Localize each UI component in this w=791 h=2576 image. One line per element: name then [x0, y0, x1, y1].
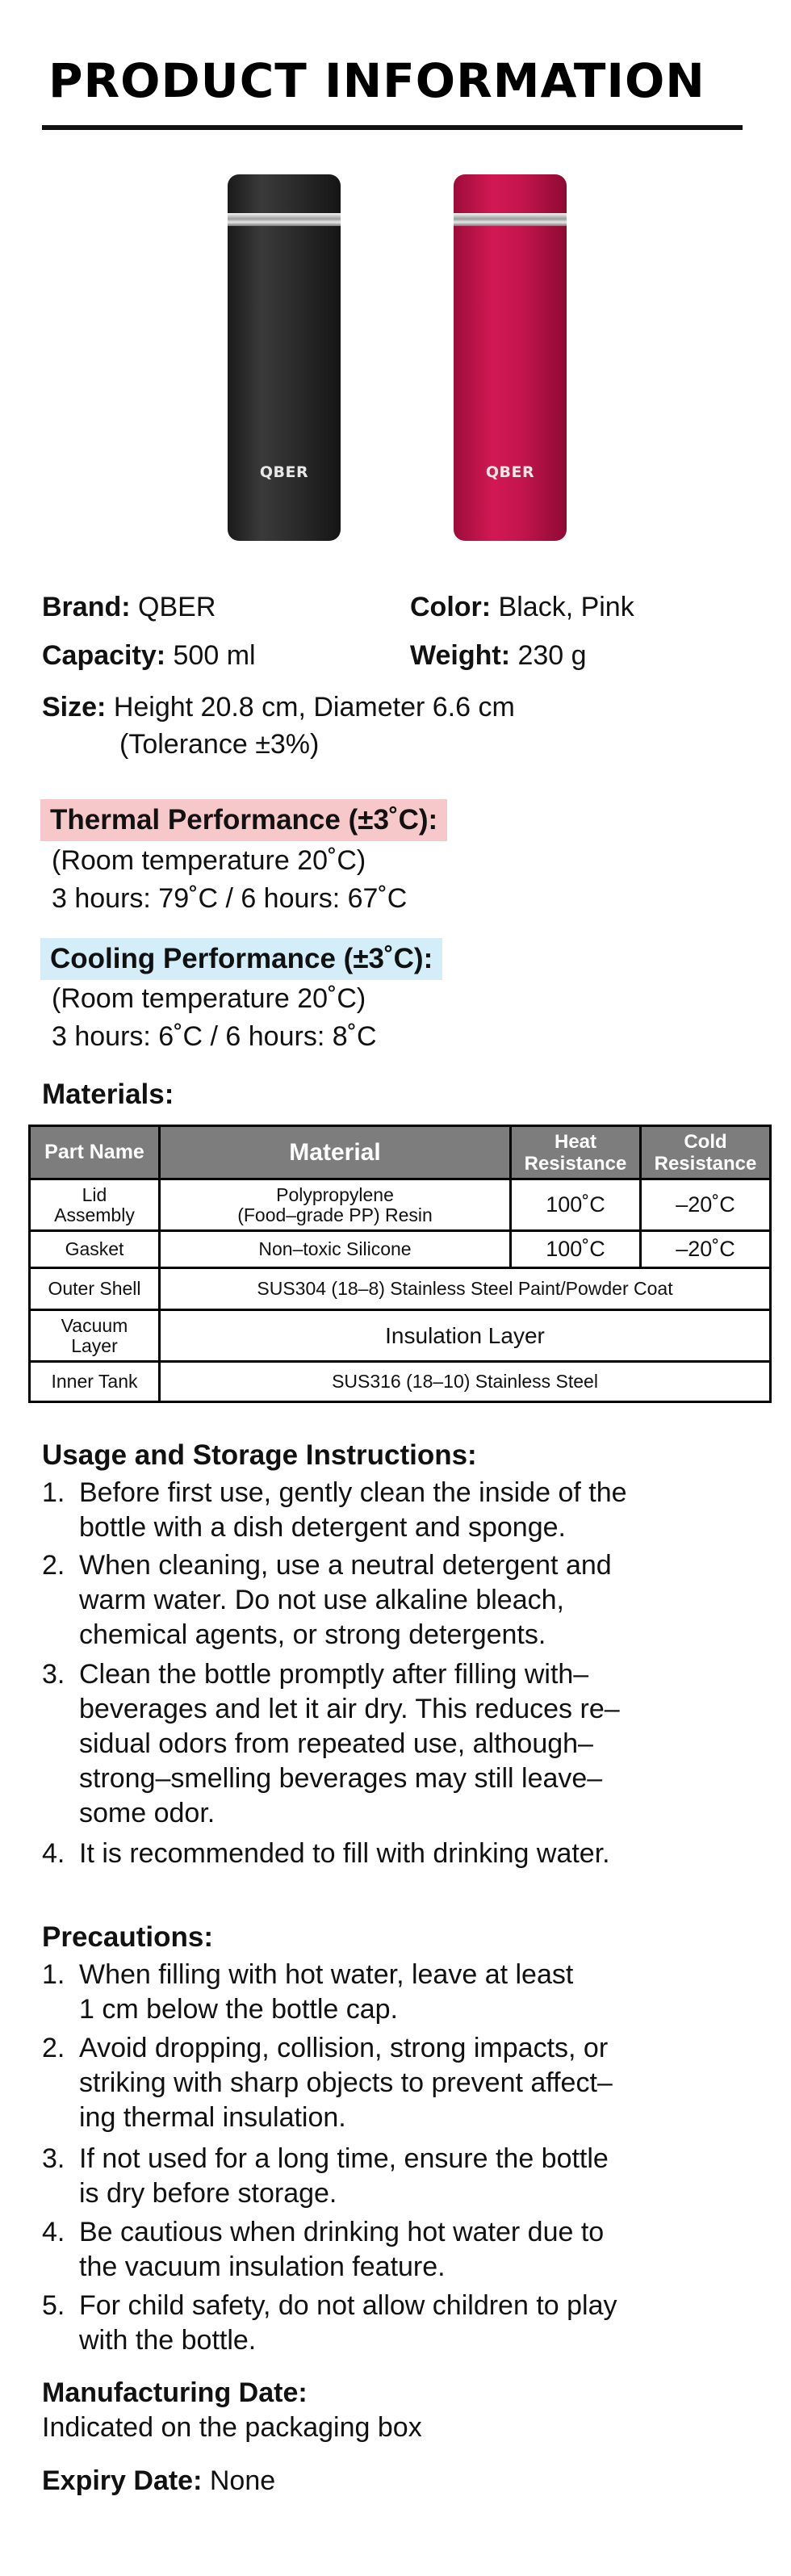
list-item-text: Clean the bottle promptly after filling with– beverages and let it air dry. This reduces re– sidual odors from repeated use, although– strong–smelling beverages may still leave– some odor.	[79, 1659, 620, 1828]
weight-value: 230 g	[517, 640, 587, 671]
capacity-label: Capacity:	[42, 640, 166, 671]
header-heat-line1: Heat	[554, 1130, 597, 1153]
list-item-text: When filling with hot water, leave at least 1 cm below the bottle cap.	[79, 1959, 574, 2025]
table-row	[30, 1179, 771, 1231]
color-value: Black, Pink	[498, 592, 634, 622]
black-bottle-image	[228, 174, 341, 541]
size-spec	[42, 692, 515, 723]
cell-part-name	[30, 1310, 160, 1362]
materials-table	[28, 1125, 772, 1403]
cell-material-line1: Polypropylene	[276, 1183, 394, 1205]
list-item-text: When cleaning, use a neutral detergent and warm water. Do not use alkaline bleach, chemical agents, or strong detergents.	[79, 1550, 612, 1650]
list-item-number: 1.	[42, 1959, 65, 1990]
list-item-number: 2.	[42, 2033, 65, 2063]
header-cold-line1: Cold	[684, 1130, 727, 1153]
table-header-row	[30, 1126, 771, 1179]
size-label: Size:	[42, 692, 107, 723]
manufacturing-date-value: Indicated on the packaging box	[42, 2412, 422, 2443]
header-heat-line2: Resistance	[524, 1152, 627, 1175]
cell-part-name-line2: Assembly	[54, 1204, 135, 1225]
cell-material: SUS316 (18–10) Stainless Steel	[160, 1362, 771, 1402]
cell-part-name-line2: Layer	[71, 1334, 118, 1356]
bottle-ring	[228, 213, 341, 226]
cell-material: Non–toxic Silicone	[160, 1231, 511, 1268]
weight-label: Weight:	[410, 640, 511, 671]
bottle-body	[454, 226, 567, 541]
title-divider	[42, 125, 743, 130]
expiry-date	[42, 2465, 275, 2497]
table-row	[30, 1310, 771, 1362]
cooling-room-temp: (Room temperature 20˚C)	[52, 983, 366, 1014]
table-row	[30, 1268, 771, 1310]
header-part-name: Part Name	[30, 1126, 160, 1179]
list-item-number: 4.	[42, 1838, 65, 1869]
weight-spec	[410, 640, 587, 672]
header-cold-resistance	[641, 1126, 771, 1179]
cell-part-name	[30, 1179, 160, 1231]
bottle-body	[228, 226, 341, 541]
list-item-number: 3.	[42, 2143, 65, 2174]
expiry-date-value: None	[209, 2465, 276, 2496]
cell-part-name: Gasket	[30, 1231, 160, 1268]
pink-bottle-image	[454, 174, 567, 541]
cell-part-name: Inner Tank	[30, 1362, 160, 1402]
usage-heading: Usage and Storage Instructions:	[42, 1439, 477, 1471]
cell-heat-resistance: 100˚C	[511, 1231, 641, 1268]
thermal-room-temp: (Room temperature 20˚C)	[52, 845, 366, 876]
cell-material-line2: (Food–grade PP) Resin	[237, 1204, 433, 1225]
bottle-ring	[454, 213, 567, 226]
list-item-number: 5.	[42, 2290, 65, 2321]
manufacturing-date-label: Manufacturing Date:	[42, 2377, 308, 2408]
list-item-number: 3.	[42, 1659, 65, 1690]
list-item-number: 1.	[42, 1477, 65, 1508]
list-item-text: Avoid dropping, collision, strong impacts, or striking with sharp objects to prevent affect– ing thermal insulation.	[79, 2033, 613, 2133]
bottle-lid	[454, 174, 567, 215]
cell-part-name: Outer Shell	[30, 1268, 160, 1310]
cell-material: SUS304 (18–8) Stainless Steel Paint/Powder Coat	[160, 1268, 771, 1310]
list-item-text: Be cautious when drinking hot water due to the vacuum insulation feature.	[79, 2217, 605, 2282]
thermal-performance-label: Thermal Performance (±3˚C):	[40, 799, 447, 841]
table-row	[30, 1362, 771, 1402]
brand-spec	[42, 592, 216, 623]
color-label: Color:	[410, 592, 492, 622]
capacity-spec	[42, 640, 256, 672]
bottle-logo: QBER	[259, 463, 309, 481]
list-item-text: Before first use, gently clean the inside of the bottle with a dish detergent and sponge.	[79, 1477, 627, 1543]
cell-part-name-line1: Lid	[82, 1183, 107, 1205]
brand-label: Brand:	[42, 592, 131, 622]
size-value: Height 20.8 cm, Diameter 6.6 cm	[113, 692, 515, 723]
cell-cold-resistance: –20˚C	[641, 1179, 771, 1231]
list-item-number: 4.	[42, 2217, 65, 2247]
cell-part-name-line1: Vacuum	[61, 1314, 128, 1336]
capacity-value: 500 ml	[173, 640, 256, 671]
cell-material	[160, 1179, 511, 1231]
cooling-performance-label: Cooling Performance (±3˚C):	[40, 938, 442, 980]
precautions-heading: Precautions:	[42, 1921, 213, 1953]
expiry-date-label: Expiry Date:	[42, 2465, 203, 2496]
size-tolerance: (Tolerance ±3%)	[119, 729, 320, 760]
header-heat-resistance	[511, 1126, 641, 1179]
cell-material: Insulation Layer	[160, 1310, 771, 1362]
list-item-number: 2.	[42, 1550, 65, 1581]
brand-value: QBER	[138, 592, 216, 622]
list-item-text: It is recommended to fill with drinking water.	[79, 1838, 610, 1869]
page-title: PRODUCT INFORMATION	[48, 53, 705, 108]
header-cold-line2: Resistance	[654, 1152, 757, 1175]
list-item-text: For child safety, do not allow children to play with the bottle.	[79, 2290, 617, 2356]
cooling-values: 3 hours: 6˚C / 6 hours: 8˚C	[52, 1021, 377, 1052]
list-item-text: If not used for a long time, ensure the bottle is dry before storage.	[79, 2143, 609, 2209]
bottle-lid	[228, 174, 341, 215]
cell-cold-resistance: –20˚C	[641, 1231, 771, 1268]
materials-heading: Materials:	[42, 1079, 174, 1110]
cell-heat-resistance: 100˚C	[511, 1179, 641, 1231]
table-row	[30, 1231, 771, 1268]
bottle-logo: QBER	[485, 463, 535, 481]
color-spec	[410, 592, 634, 623]
header-material: Material	[160, 1126, 511, 1179]
thermal-values: 3 hours: 79˚C / 6 hours: 67˚C	[52, 883, 408, 914]
